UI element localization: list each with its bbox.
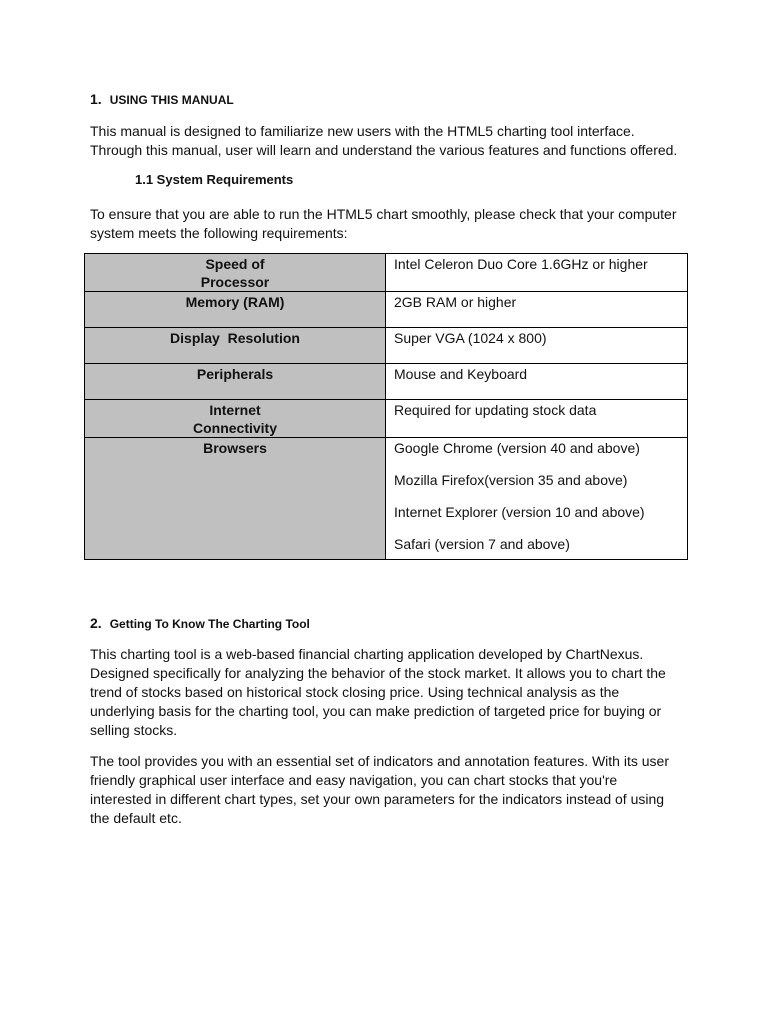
- section-2-number: 2.: [90, 615, 102, 631]
- requirement-value: [386, 438, 688, 560]
- subsection-heading: 1.1 System Requirements: [135, 172, 294, 187]
- table-row: [85, 400, 688, 438]
- browser-item: Google Chrome (version 40 and above): [394, 440, 640, 456]
- table-row: [85, 438, 688, 560]
- section-2-paragraph-1: This charting tool is a web-based financial charting application developed by ChartNexus. Designed specifically for analyzing the behavior of the stock market. It allows you to chart the trend of stocks based on historical stock closing price. Using technical analysis as the underlying basis for the charting tool, you can make prediction of targeted price for buying or selling stocks.: [90, 646, 666, 738]
- section-2-heading: [90, 615, 310, 633]
- requirement-value: 2GB RAM or higher: [386, 292, 688, 328]
- requirement-label: [85, 438, 386, 560]
- requirement-label: [85, 364, 386, 400]
- requirement-value: Required for updating stock data: [386, 400, 688, 438]
- requirements-table: [84, 253, 688, 560]
- browser-item: Safari (version 7 and above): [394, 536, 570, 552]
- section-1-heading: [90, 91, 234, 109]
- table-row: [85, 364, 688, 400]
- subsection-intro: To ensure that you are able to run the HTML5 chart smoothly, please check that your computer system meets the following requirements:: [90, 206, 677, 241]
- requirement-value: Mouse and Keyboard: [386, 364, 688, 400]
- table-row: [85, 328, 688, 364]
- requirement-label: [85, 292, 386, 328]
- requirement-label-text: Display Resolution: [170, 330, 300, 346]
- browser-item: Mozilla Firefox(version 35 and above): [394, 472, 628, 488]
- requirement-value: Super VGA (1024 x 800): [386, 328, 688, 364]
- section-1-title: USING THIS MANUAL: [109, 93, 234, 107]
- browser-item: Internet Explorer (version 10 and above): [394, 504, 645, 520]
- requirement-label-text: Peripherals: [196, 366, 274, 382]
- requirement-label-text: Memory (RAM): [185, 294, 285, 310]
- section-2-paragraph-2: The tool provides you with an essential set of indicators and annotation features. With its user friendly graphical user interface and easy navigation, you can chart stocks that you're interested in different chart types, set your own parameters for the indicators instead of using the default etc.: [90, 753, 669, 826]
- section-2-title: Getting To Know The Charting Tool: [109, 617, 310, 631]
- table-row: [85, 292, 688, 328]
- requirement-label: [85, 328, 386, 364]
- requirement-label: [85, 254, 386, 292]
- requirement-label-text: Internet Connectivity: [192, 402, 277, 436]
- table-row: [85, 254, 688, 292]
- section-1-number: 1.: [90, 91, 102, 107]
- requirement-value: Intel Celeron Duo Core 1.6GHz or higher: [386, 254, 688, 292]
- requirement-label: [85, 400, 386, 438]
- requirement-label-text: Speed of Processor: [200, 256, 270, 290]
- requirement-label-text: Browsers: [203, 440, 267, 456]
- section-1-paragraph: This manual is designed to familiarize new users with the HTML5 charting tool interface. Through this manual, user will learn and understand the various features and functions offered.: [90, 123, 678, 158]
